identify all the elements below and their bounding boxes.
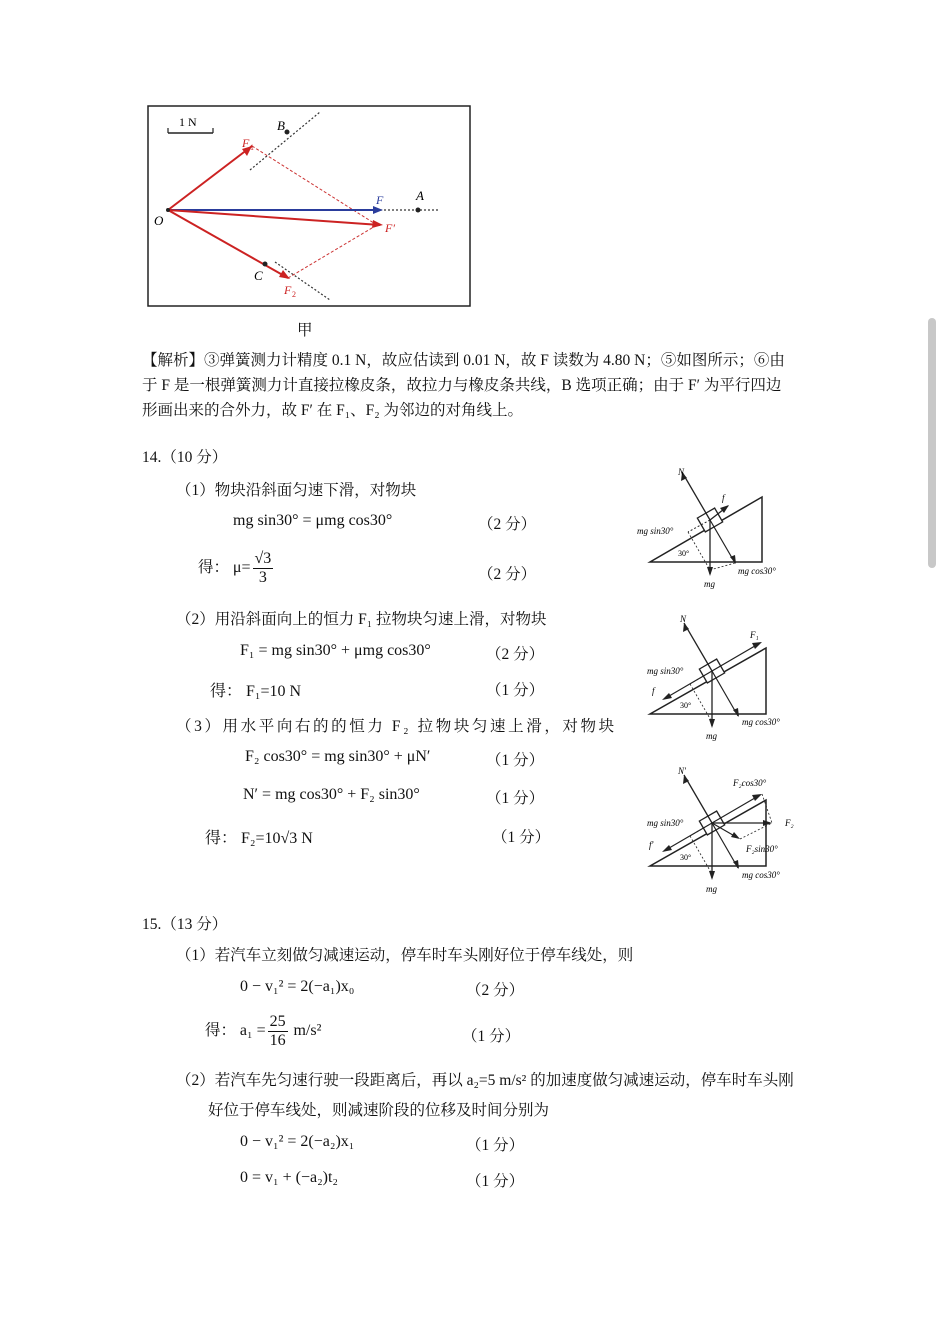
svg-text:mg sin30°: mg sin30° [647,666,684,676]
q14-result1: 得： μ= $\frac{√3}{3}$ [198,550,272,586]
scale-label: 1 N [179,115,197,129]
q15-header: 15.（13 分） [142,916,228,933]
q14-part2: （2）用沿斜面向上的恒力 F₁ 拉物块匀速上滑，对物块 [176,611,547,628]
q14-eq4: N′ = mg cos30° + F₂ sin30° [243,786,420,803]
q15-part2-line1: （2）若汽车先匀速行驶一段距离后，再以 a₂=5 m/s² 的加速度做匀减速运动，停车时车头刚 [176,1072,794,1089]
q14-eq3: F₂ cos30° = mg sin30° + μN′ [245,748,431,765]
svg-text:30°: 30° [680,853,692,862]
svg-text:2: 2 [292,290,296,299]
svg-text:F₂sin30°: F₂sin30° [746,844,778,854]
svg-text:mg sin30°: mg sin30° [647,818,684,828]
svg-text:mg sin30°: mg sin30° [637,526,674,536]
q15-result1: 得： a₁ = $\frac{25}{16}$ m/s² [205,1013,322,1049]
svg-text:mg cos30°: mg cos30° [742,717,780,727]
svg-text:N: N [680,614,687,624]
svg-text:f: f [652,686,655,696]
q14-result2-score: （1 分） [486,682,545,699]
q14-figure-3 [632,758,807,898]
analysis-line-3: 形画出来的合外力，故 F′ 在 F₁、F₂ 为邻边的对角线上。 [142,402,524,419]
q15-result1-score: （1 分） [462,1028,521,1045]
svg-text:N′: N′ [678,766,686,776]
svg-text:F: F [376,193,384,207]
q14-result1-score: （2 分） [478,566,537,583]
q14-eq2: F₁ = mg sin30° + μmg cos30° [240,642,431,659]
svg-text:F: F [284,283,292,297]
q14-eq3-score: （1 分） [486,752,545,769]
q14-eq2-score: （2 分） [486,646,545,663]
q15-eq2: 0 − v₁² = 2(−a₂)x₁ [240,1133,355,1150]
svg-text:mg: mg [704,579,715,589]
svg-text:mg: mg [706,731,717,741]
svg-text:A: A [416,188,424,203]
f1-vector [168,146,252,210]
q14-eq1-score: （2 分） [478,516,537,533]
svg-text:mg cos30°: mg cos30° [742,870,780,880]
svg-text:f: f [722,493,725,503]
svg-text:1: 1 [250,143,254,152]
q15-eq1: 0 − v₁² = 2(−a₁)x₀ [240,978,355,995]
svg-text:N: N [678,467,685,477]
f2-vector [168,210,288,278]
svg-text:f′: f′ [649,840,654,850]
q14-part1: （1）物块沿斜面匀速下滑，对物块 [176,482,417,499]
figure-caption: 甲 [297,322,313,339]
figure-jia [140,100,480,312]
q14-figure-1 [632,462,807,592]
svg-text:mg: mg [706,884,717,894]
q15-part1: （1）若汽车立刻做匀减速运动，停车时车头刚好位于停车线处，则 [176,947,634,964]
q14-header: 14.（10 分） [142,449,228,466]
vertical-scrollbar[interactable] [928,318,936,568]
svg-text:F′: F′ [385,221,395,235]
q14-result3: 得： F₂=10√3 N [205,830,313,847]
q14-result3-score: （1 分） [492,829,551,846]
analysis-line-1: 【解析】③弹簧测力计精度 0.1 N，故应估读到 0.01 N，故 F 读数为 4.80 N；⑤如图所示；⑥由 [142,352,785,369]
q15-eq2-score: （1 分） [466,1137,525,1154]
svg-text:mg cos30°: mg cos30° [738,566,776,576]
svg-text:F₁: F₁ [750,630,759,640]
q14-result2: 得： F₁=10 N [210,683,302,700]
q14-eq4-score: （1 分） [486,790,545,807]
q15-eq3: 0 = v₁ + (−a₂)t₂ [240,1169,339,1186]
q15-eq1-score: （2 分） [466,982,525,999]
svg-text:F₂cos30°: F₂cos30° [733,778,767,788]
svg-text:C: C [254,268,263,283]
q14-figure-2 [632,610,807,745]
fprime-vector [168,210,380,225]
svg-text:30°: 30° [680,701,692,710]
svg-text:F: F [242,136,250,150]
svg-text:30°: 30° [678,549,690,558]
q15-eq3-score: （1 分） [466,1173,525,1190]
q14-eq1: mg sin30° = μmg cos30° [233,512,393,529]
svg-text:B: B [277,118,285,133]
svg-text:O: O [154,213,164,228]
q14-part3: （3）用水平向右的的恒力 F₂ 拉物块匀速上滑，对物块 [176,718,617,735]
svg-text:F₂: F₂ [785,818,794,828]
q15-part2-line2: 好位于停车线处，则减速阶段的位移及时间分别为 [208,1102,550,1119]
analysis-line-2: 于 F 是一根弹簧测力计直接拉橡皮条，故拉力与橡皮条共线，B 选项正确；由于 F′ 为平行四边 [142,377,782,394]
